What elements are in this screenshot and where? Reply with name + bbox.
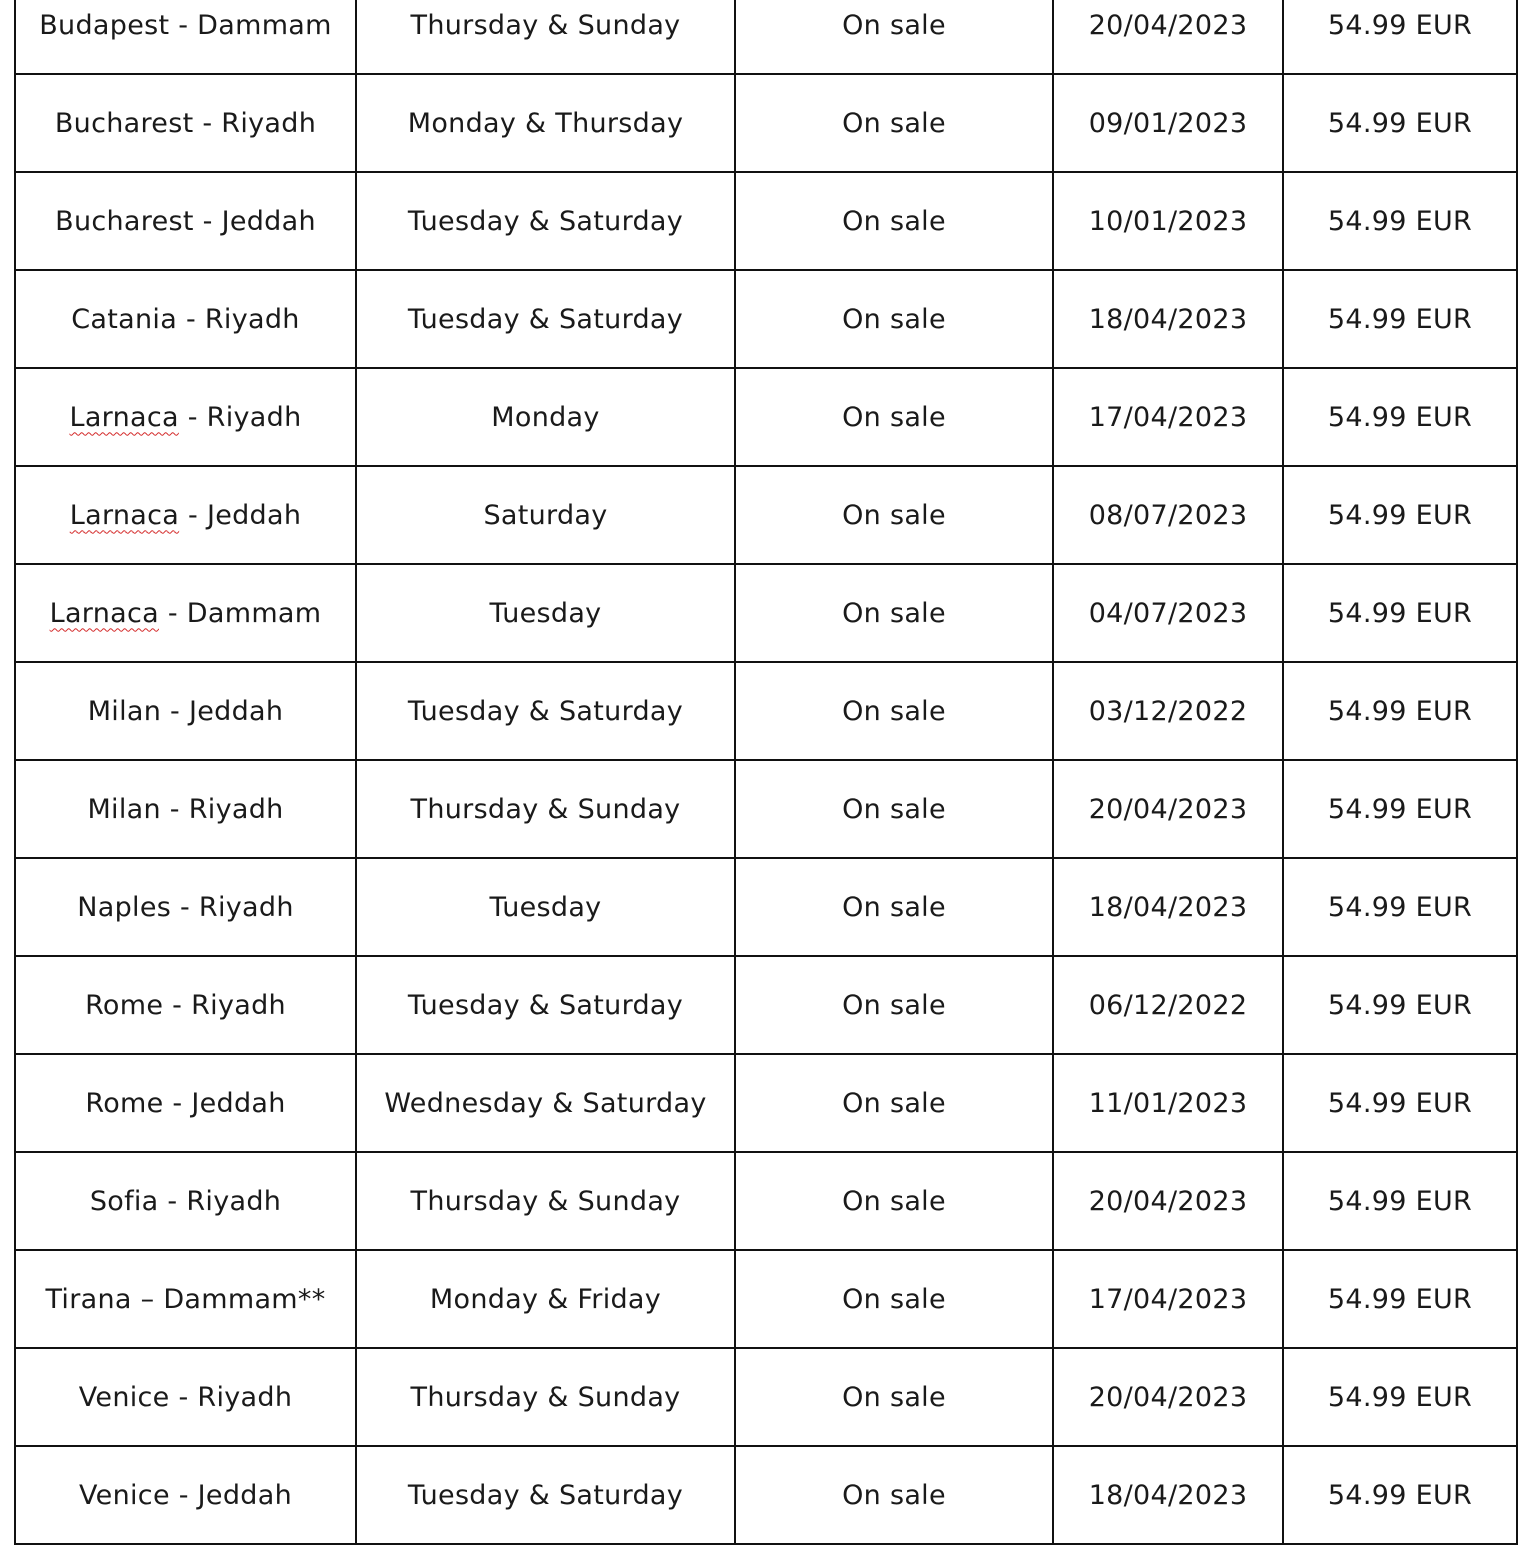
- operating-days-cell: Monday: [356, 368, 735, 466]
- fare-price-cell: 54.99 EUR: [1283, 172, 1517, 270]
- route-cell: [15, 1348, 356, 1446]
- route-origin: Bucharest: [54, 107, 194, 139]
- route-destination: Riyadh: [206, 401, 302, 433]
- routes-table: [14, 0, 1518, 1545]
- table-row: [15, 1348, 1517, 1446]
- sale-status-cell: On sale: [735, 270, 1053, 368]
- route-destination: Riyadh: [221, 107, 317, 139]
- sale-status-cell: On sale: [735, 172, 1053, 270]
- start-date-cell: 20/04/2023: [1053, 1348, 1283, 1446]
- route-origin: Catania: [71, 303, 178, 335]
- route-origin: Naples: [77, 891, 172, 923]
- route-cell: [15, 760, 356, 858]
- route-separator: -: [161, 695, 189, 727]
- route-separator: –: [131, 1283, 164, 1315]
- sale-status-cell: On sale: [735, 760, 1053, 858]
- sale-status-cell: On sale: [735, 368, 1053, 466]
- route-separator: -: [178, 401, 207, 433]
- route-destination: Riyadh: [186, 1185, 282, 1217]
- table-row: [15, 172, 1517, 270]
- operating-days-cell: Tuesday & Saturday: [356, 270, 735, 368]
- start-date-cell: 08/07/2023: [1053, 466, 1283, 564]
- fare-price-cell: 54.99 EUR: [1283, 1348, 1517, 1446]
- route-cell: [15, 368, 356, 466]
- start-date-cell: 04/07/2023: [1053, 564, 1283, 662]
- route-destination: Riyadh: [191, 989, 286, 1021]
- route-destination: Dammam: [186, 597, 322, 629]
- sale-status-cell: On sale: [735, 564, 1053, 662]
- route-separator: -: [193, 205, 222, 237]
- route-separator: -: [169, 1479, 198, 1511]
- route-cell: [15, 0, 356, 74]
- route-destination: Jeddah: [197, 1479, 292, 1511]
- start-date-cell: 18/04/2023: [1053, 1446, 1283, 1544]
- start-date-cell: 20/04/2023: [1053, 760, 1283, 858]
- table-row: [15, 1152, 1517, 1250]
- sale-status-cell: On sale: [735, 1152, 1053, 1250]
- table-row: [15, 270, 1517, 368]
- table-row: [15, 662, 1517, 760]
- sale-status-cell: On sale: [735, 0, 1053, 74]
- route-destination: Jeddah: [191, 1087, 286, 1119]
- start-date-cell: 03/12/2022: [1053, 662, 1283, 760]
- operating-days-cell: Monday & Thursday: [356, 74, 735, 172]
- route-separator: -: [158, 1185, 187, 1217]
- operating-days-cell: Thursday & Sunday: [356, 1348, 735, 1446]
- route-cell: [15, 1152, 356, 1250]
- route-separator: -: [177, 303, 205, 335]
- sale-status-cell: On sale: [735, 1348, 1053, 1446]
- fare-price-cell: 54.99 EUR: [1283, 368, 1517, 466]
- fare-price-cell: 54.99 EUR: [1283, 466, 1517, 564]
- table-row: [15, 956, 1517, 1054]
- operating-days-cell: Thursday & Sunday: [356, 0, 735, 74]
- sale-status-cell: On sale: [735, 1054, 1053, 1152]
- fare-price-cell: 54.99 EUR: [1283, 662, 1517, 760]
- fare-price-cell: 54.99 EUR: [1283, 270, 1517, 368]
- table-row: [15, 466, 1517, 564]
- route-separator: -: [163, 1087, 192, 1119]
- route-origin: Milan: [87, 793, 161, 825]
- route-origin: Rome: [85, 989, 164, 1021]
- start-date-cell: 20/04/2023: [1053, 1152, 1283, 1250]
- route-cell: [15, 466, 356, 564]
- operating-days-cell: Tuesday: [356, 858, 735, 956]
- route-separator: -: [171, 891, 199, 923]
- route-cell: [15, 1054, 356, 1152]
- table-row: [15, 1250, 1517, 1348]
- table-row: [15, 760, 1517, 858]
- route-cell: [15, 172, 356, 270]
- sale-status-cell: On sale: [735, 466, 1053, 564]
- table-row: [15, 74, 1517, 172]
- operating-days-cell: Tuesday & Saturday: [356, 1446, 735, 1544]
- sale-status-cell: On sale: [735, 956, 1053, 1054]
- route-destination: Riyadh: [198, 891, 294, 923]
- route-destination: Jeddah: [221, 205, 316, 237]
- operating-days-cell: Monday & Friday: [356, 1250, 735, 1348]
- route-origin: Rome: [85, 1087, 164, 1119]
- fare-price-cell: 54.99 EUR: [1283, 1152, 1517, 1250]
- operating-days-cell: Thursday & Sunday: [356, 1152, 735, 1250]
- fare-price-cell: 54.99 EUR: [1283, 0, 1517, 74]
- route-cell: [15, 1250, 356, 1348]
- route-origin: Larnaca: [69, 401, 179, 433]
- table-row: [15, 0, 1517, 74]
- route-destination: Dammam: [197, 9, 332, 41]
- start-date-cell: 09/01/2023: [1053, 74, 1283, 172]
- route-origin: Bucharest: [55, 205, 194, 237]
- start-date-cell: 18/04/2023: [1053, 270, 1283, 368]
- route-separator: -: [169, 9, 198, 41]
- start-date-cell: 11/01/2023: [1053, 1054, 1283, 1152]
- table-row: [15, 1446, 1517, 1544]
- fare-price-cell: 54.99 EUR: [1283, 1054, 1517, 1152]
- start-date-cell: 20/04/2023: [1053, 0, 1283, 74]
- fare-price-cell: 54.99 EUR: [1283, 74, 1517, 172]
- fare-price-cell: 54.99 EUR: [1283, 760, 1517, 858]
- route-separator: -: [169, 1381, 198, 1413]
- sale-status-cell: On sale: [735, 858, 1053, 956]
- fare-price-cell: 54.99 EUR: [1283, 1250, 1517, 1348]
- route-origin: Venice: [78, 1381, 170, 1413]
- route-destination: Jeddah: [188, 695, 284, 727]
- operating-days-cell: Tuesday & Saturday: [356, 662, 735, 760]
- route-origin: Sofia: [89, 1185, 159, 1217]
- route-destination: Riyadh: [204, 303, 300, 335]
- route-cell: [15, 270, 356, 368]
- operating-days-cell: Saturday: [356, 466, 735, 564]
- route-separator: -: [158, 597, 187, 629]
- route-origin: Larnaca: [69, 499, 180, 531]
- route-separator: -: [179, 499, 207, 531]
- route-cell: [15, 1446, 356, 1544]
- route-cell: [15, 74, 356, 172]
- route-destination: Riyadh: [197, 1381, 293, 1413]
- sale-status-cell: On sale: [735, 1250, 1053, 1348]
- table-row: [15, 564, 1517, 662]
- route-separator: -: [193, 107, 222, 139]
- table-row: [15, 368, 1517, 466]
- operating-days-cell: Tuesday: [356, 564, 735, 662]
- sale-status-cell: On sale: [735, 74, 1053, 172]
- start-date-cell: 06/12/2022: [1053, 956, 1283, 1054]
- route-destination: Riyadh: [188, 793, 284, 825]
- fare-price-cell: 54.99 EUR: [1283, 564, 1517, 662]
- operating-days-cell: Thursday & Sunday: [356, 760, 735, 858]
- start-date-cell: 17/04/2023: [1053, 368, 1283, 466]
- start-date-cell: 10/01/2023: [1053, 172, 1283, 270]
- table-row: [15, 858, 1517, 956]
- route-origin: Tirana: [45, 1283, 132, 1315]
- route-separator: -: [163, 989, 192, 1021]
- fare-price-cell: 54.99 EUR: [1283, 858, 1517, 956]
- route-cell: [15, 564, 356, 662]
- route-origin: Milan: [87, 695, 162, 727]
- routes-table-body: [15, 0, 1517, 1544]
- operating-days-cell: Tuesday & Saturday: [356, 956, 735, 1054]
- fare-price-cell: 54.99 EUR: [1283, 1446, 1517, 1544]
- routes-table-container: [14, 0, 1516, 1545]
- table-row: [15, 1054, 1517, 1152]
- route-origin: Budapest: [39, 9, 170, 41]
- route-cell: [15, 956, 356, 1054]
- operating-days-cell: Tuesday & Saturday: [356, 172, 735, 270]
- route-destination: Dammam**: [163, 1283, 326, 1315]
- start-date-cell: 18/04/2023: [1053, 858, 1283, 956]
- operating-days-cell: Wednesday & Saturday: [356, 1054, 735, 1152]
- sale-status-cell: On sale: [735, 1446, 1053, 1544]
- route-cell: [15, 662, 356, 760]
- route-origin: Larnaca: [49, 597, 159, 629]
- fare-price-cell: 54.99 EUR: [1283, 956, 1517, 1054]
- route-cell: [15, 858, 356, 956]
- route-destination: Jeddah: [206, 499, 302, 531]
- start-date-cell: 17/04/2023: [1053, 1250, 1283, 1348]
- route-origin: Venice: [79, 1479, 170, 1511]
- route-separator: -: [160, 793, 189, 825]
- sale-status-cell: On sale: [735, 662, 1053, 760]
